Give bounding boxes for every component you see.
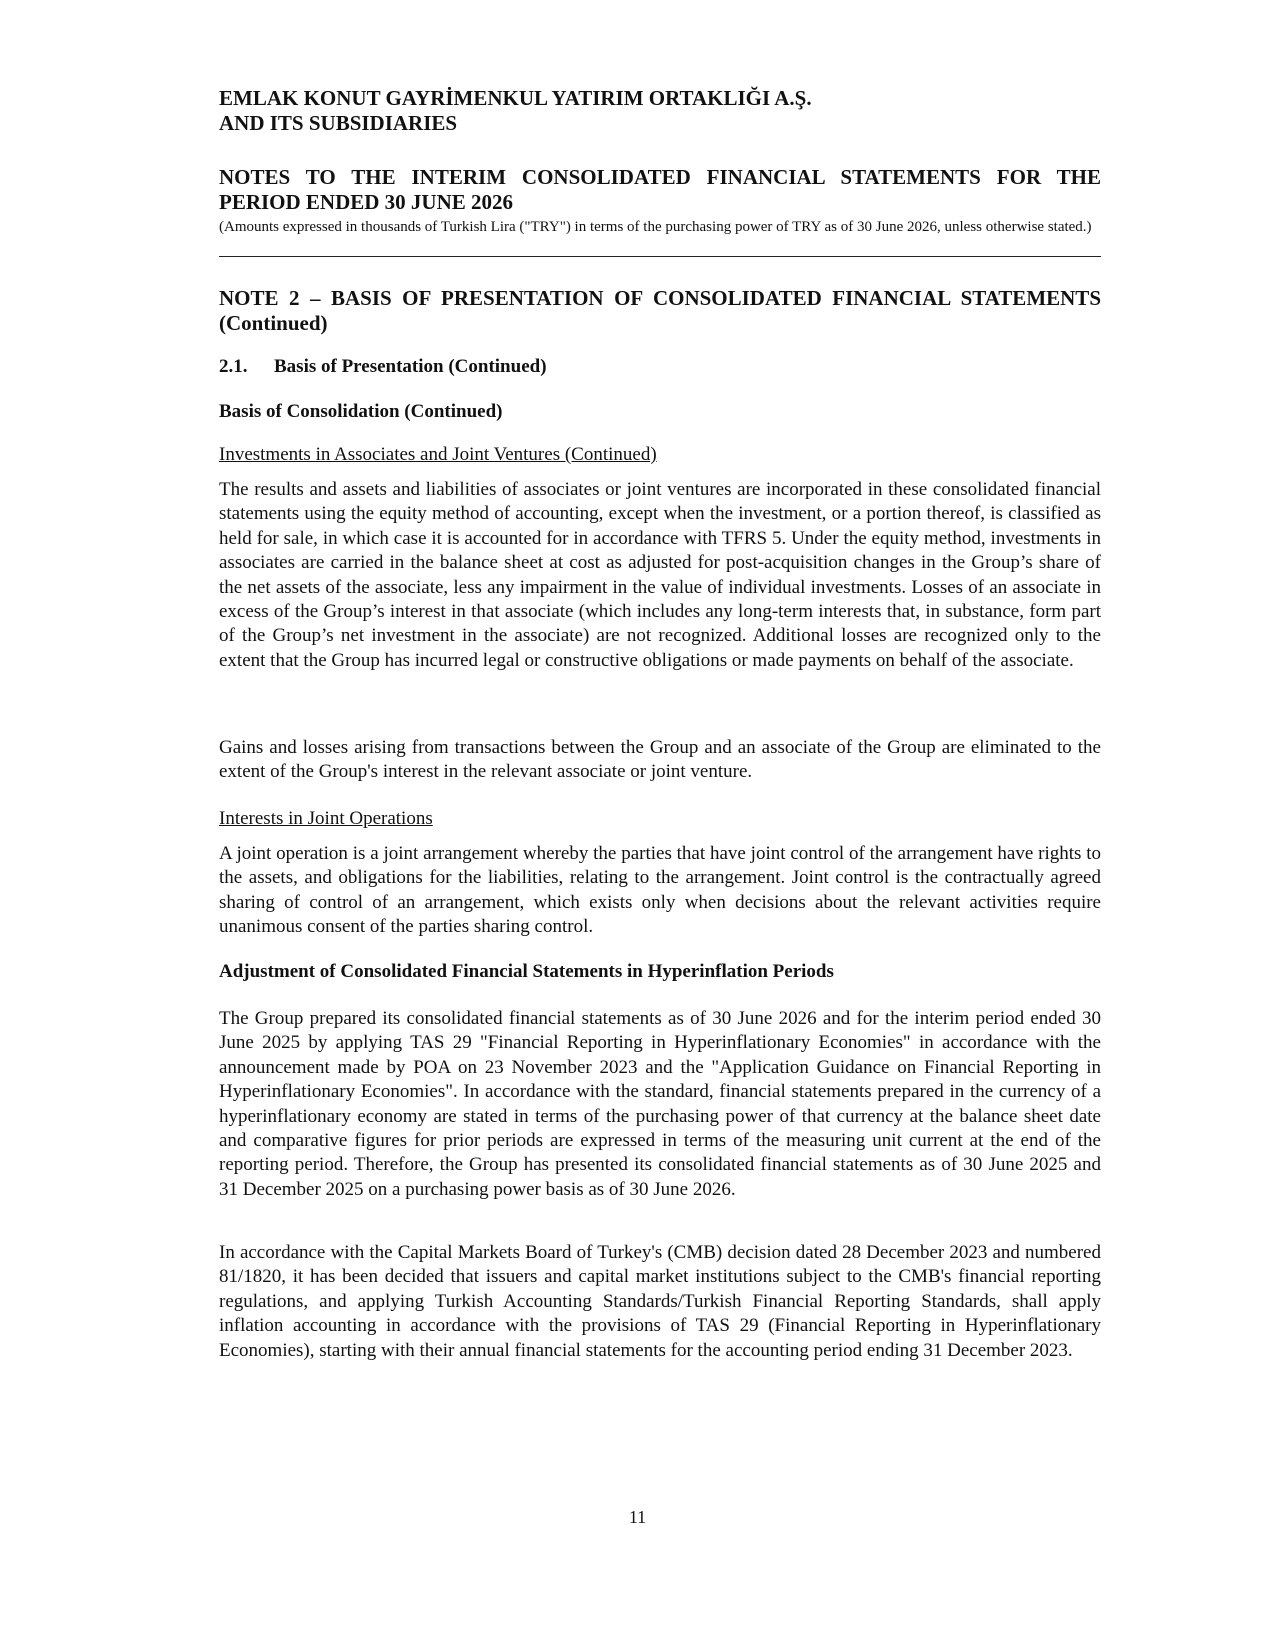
header-divider [219,256,1101,257]
hyperinflation-heading: Adjustment of Consolidated Financial Statements in Hyperinflation Periods [219,961,834,982]
section-title: Basis of Presentation (Continued) [274,356,547,377]
note-heading: NOTE 2 – BASIS OF PRESENTATION OF CONSOLIDATED FINANCIAL STATEMENTS (Continued) [219,286,1101,335]
company-subsidiaries: AND ITS SUBSIDIARIES [219,111,458,135]
associates-heading: Investments in Associates and Joint Ventures (Continued) [219,444,657,465]
associates-paragraph-1: The results and assets and liabilities of associates or joint ventures are incorporated in these consolidated financial statements using the equity method of accounting, except when the investment, or a portion thereof, is classified as held for sale, in which case it is accounted for in accordance with TFRS 5. Under the equity method, investments in associates are carried in the balance sheet at cost as adjusted for post-acquisition changes in the Group’s share of the net assets of the associate, less any impairment in the value of individual investments. Losses of an associate in excess of the Group’s interest in that associate (which includes any long-term interests that, in substance, form part of the Group’s net investment in the associate) are not recognized. Additional losses are recognized only to the extent that the Group has incurred legal or constructive obligations or made payments on behalf of the associate. [219,479,1101,671]
hyperinflation-paragraph-1: The Group prepared its consolidated financial statements as of 30 June 2026 and for the interim period ended 30 June 2025 by applying TAS 29 "Financial Reporting in Hyperinflationary Economies" in accordance with the announcement made by POA on 23 November 2023 and the "Application Guidance on Financial Reporting in Hyperinflationary Economies". In accordance with the standard, financial statements prepared in the currency of a hyperinflationary economy are stated in terms of the purchasing power of that currency at the balance sheet date and comparative figures for prior periods are expressed in terms of the measuring unit current at the end of the reporting period. Therefore, the Group has presented its consolidated financial statements as of 30 June 2025 and 31 December 2025 on a purchasing power basis as of 30 June 2026. [219,1008,1101,1200]
section-heading [219,355,547,379]
page-number: 11 [628,1507,647,1527]
subsection-heading: Basis of Consolidation (Continued) [219,401,503,422]
hyperinflation-paragraph-2: In accordance with the Capital Markets Board of Turkey's (CMB) decision dated 28 December 2023 and numbered 81/1820, it has been decided that issuers and capital market institutions subject to the CMB's financial reporting regulations, and applying Turkish Accounting Standards/Turkish Financial Reporting Standards, shall apply inflation accounting in accordance with the provisions of TAS 29 (Financial Reporting in Hyperinflationary Economies), starting with their annual financial statements for the accounting period ending 31 December 2023. [219,1242,1101,1361]
section-number: 2.1. [219,356,248,377]
company-header [219,86,1101,136]
associates-paragraph-2: Gains and losses arising from transactions between the Group and an associate of the Group are eliminated to the extent of the Group's interest in the relevant associate or joint venture. [219,737,1101,783]
company-name: EMLAK KONUT GAYRİMENKUL YATIRIM ORTAKLIĞI A.Ş. [219,86,812,110]
joint-operations-heading: Interests in Joint Operations [219,808,433,829]
joint-operations-paragraph: A joint operation is a joint arrangement whereby the parties that have joint control of the arrangement have rights to the assets, and obligations for the liabilities, relating to the arrangement. Joint control is the contractually agreed sharing of control of an arrangement, which exists only when decisions about the relevant activities require unanimous consent of the parties sharing control. [219,843,1101,938]
amounts-note: (Amounts expressed in thousands of Turkish Lira ("TRY") in terms of the purchasing power of TRY as of 30 June 2026, unless otherwise stated.) [219,219,1092,235]
notes-title: NOTES TO THE INTERIM CONSOLIDATED FINANCIAL STATEMENTS FOR THE PERIOD ENDED 30 JUNE 2026 [219,165,1101,214]
